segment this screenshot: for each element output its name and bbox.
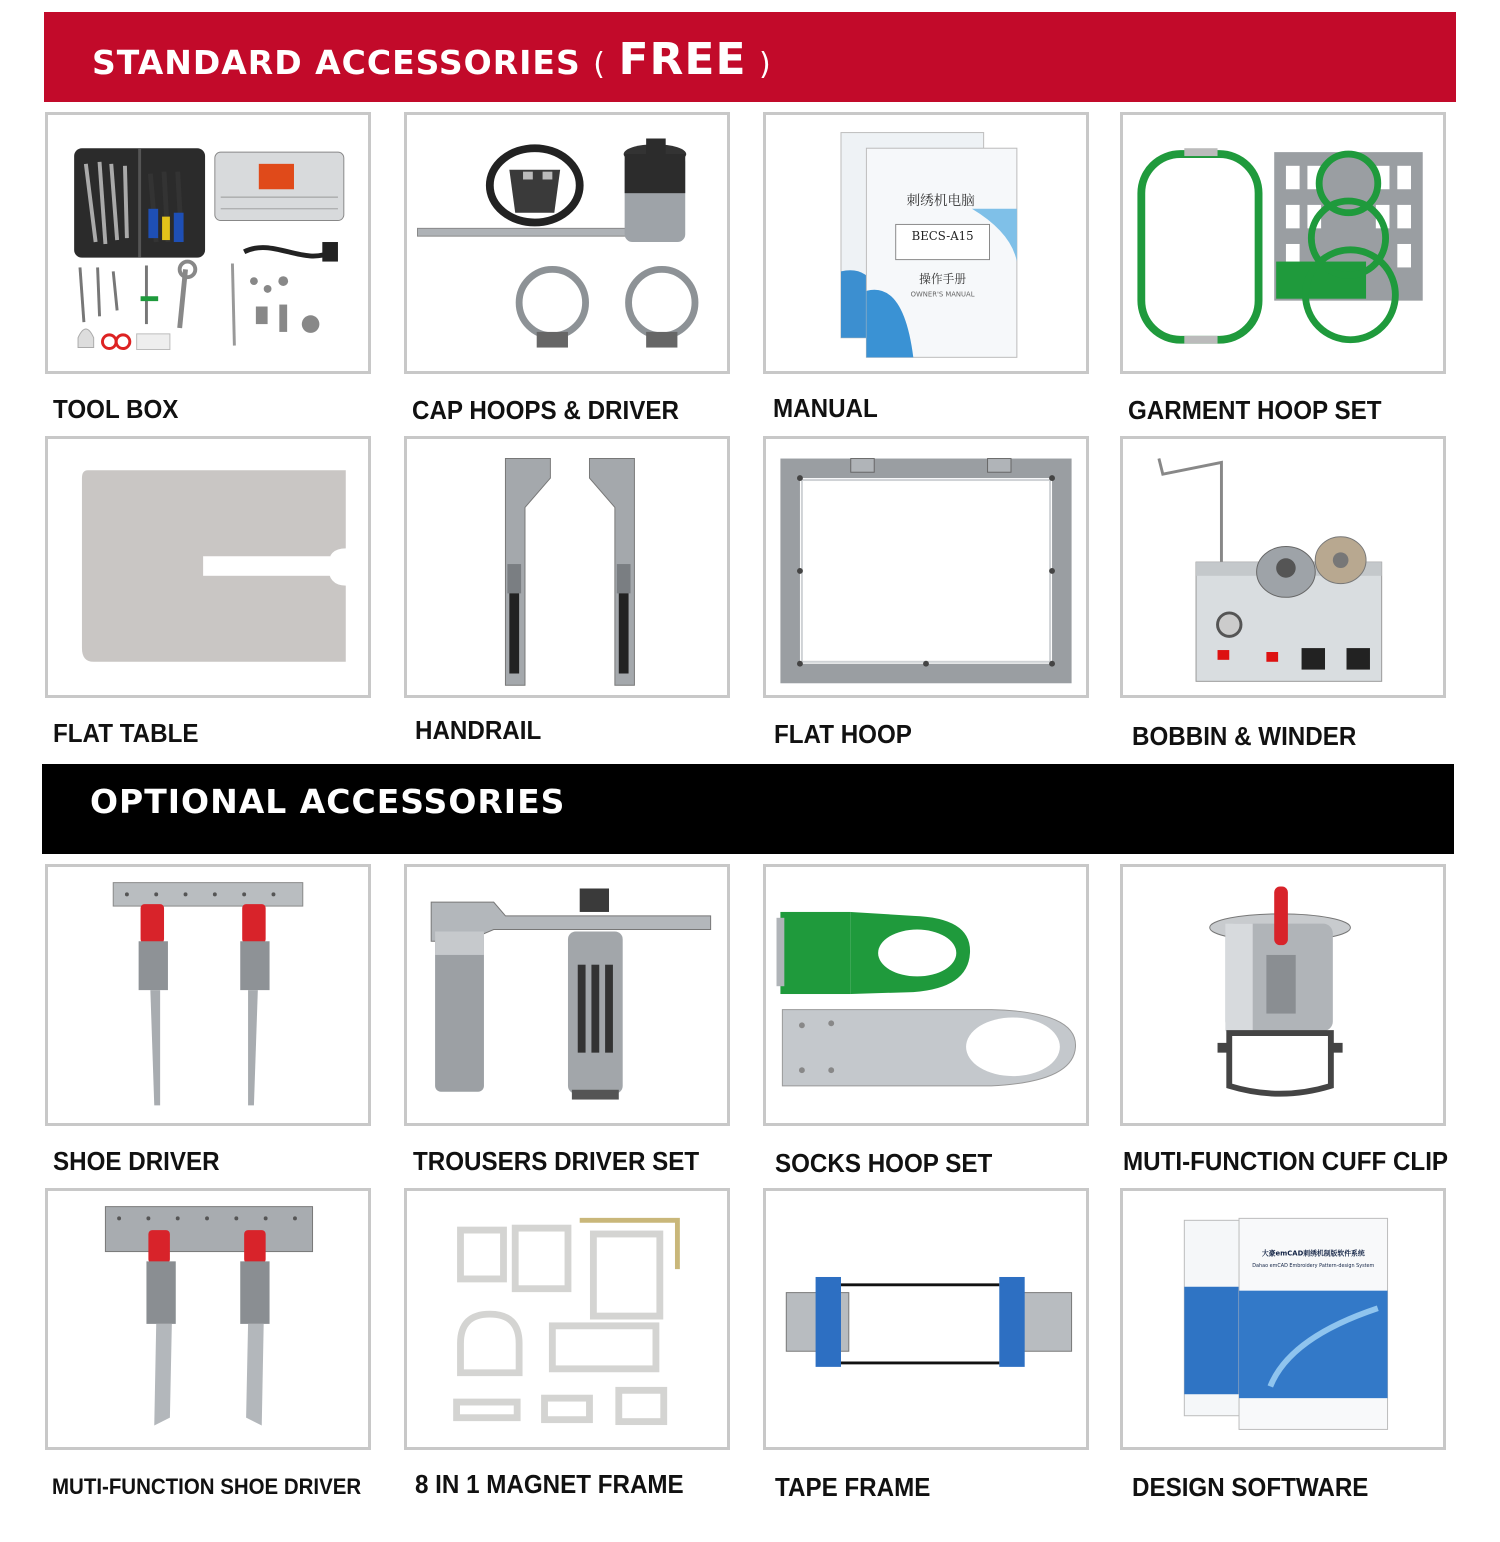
manual-book-icon [766, 115, 1086, 371]
standard-banner-title: STANDARD ACCESSORIES ( FREE ) [92, 34, 772, 85]
shoe-driver-label: SHOE DRIVER [53, 1146, 220, 1176]
design-software-label: DESIGN SOFTWARE [1132, 1472, 1369, 1502]
muti-function-shoe-driver-label: MUTI-FUNCTION SHOE DRIVER [52, 1474, 362, 1499]
magnet-frame-image [404, 1188, 730, 1450]
svg-text:BECS-A15: BECS-A15 [911, 229, 974, 244]
optional-accessories-banner [42, 764, 1454, 854]
cuff-clip-icon [1123, 867, 1443, 1123]
socks-hoop-set-image [763, 864, 1089, 1126]
optional-banner-title: OPTIONAL ACCESSORIES [90, 782, 566, 821]
design-software-image [1120, 1188, 1446, 1450]
muti-function-shoe-driver-image [45, 1188, 371, 1450]
svg-text:Dahao emCAD Embroidery Pattern: Dahao emCAD Embroidery Pattern-design System [1252, 1263, 1375, 1270]
tool-box-icon [48, 115, 368, 371]
svg-text:操作手册: 操作手册 [919, 272, 967, 287]
trousers-driver-set-image [404, 864, 730, 1126]
socks-hoop-set-label: SOCKS HOOP SET [775, 1148, 993, 1178]
shoe-driver-icon [48, 867, 368, 1123]
handrail-icon [407, 439, 727, 695]
manual-image [763, 112, 1089, 374]
free-badge: FREE [618, 34, 747, 85]
trousers-driver-icon [407, 867, 727, 1123]
garment-hoop-icon [1123, 115, 1443, 371]
cuff-clip-image [1120, 864, 1446, 1126]
cap-hoops-driver-label: CAP HOOPS & DRIVER [412, 395, 679, 425]
flat-hoop-image [763, 436, 1089, 698]
tape-frame-image [763, 1188, 1089, 1450]
bobbin-winder-icon [1123, 439, 1443, 695]
tool-box-image [45, 112, 371, 374]
cap-hoops-driver-icon [407, 115, 727, 371]
tape-frame-icon [766, 1191, 1086, 1447]
flat-table-label: FLAT TABLE [53, 718, 199, 748]
flat-table-image [45, 436, 371, 698]
bobbin-winder-label: BOBBIN & WINDER [1132, 721, 1357, 751]
muti-function-shoe-driver-icon [48, 1191, 368, 1447]
trousers-driver-set-label: TROUSERS DRIVER SET [413, 1146, 700, 1176]
tool-box-label: TOOL BOX [53, 394, 179, 424]
flat-hoop-label: FLAT HOOP [774, 719, 912, 749]
svg-text:刺绣机电脑: 刺绣机电脑 [906, 192, 975, 209]
manual-label: MANUAL [773, 393, 878, 423]
svg-text:OWNER'S MANUAL: OWNER'S MANUAL [910, 290, 975, 299]
magnet-frame-label: 8 IN 1 MAGNET FRAME [415, 1469, 684, 1499]
socks-hoop-icon [766, 867, 1086, 1123]
garment-hoop-set-label: GARMENT HOOP SET [1128, 395, 1382, 425]
garment-hoop-set-image [1120, 112, 1446, 374]
cap-hoops-driver-image [404, 112, 730, 374]
flat-hoop-icon [766, 439, 1086, 695]
tape-frame-label: TAPE FRAME [775, 1472, 931, 1502]
handrail-image [404, 436, 730, 698]
cuff-clip-label: MUTI-FUNCTION CUFF CLIP [1123, 1146, 1449, 1176]
svg-text:大豪emCAD刺绣机制版软件系统: 大豪emCAD刺绣机制版软件系统 [1261, 1249, 1365, 1258]
flat-table-icon [48, 439, 368, 695]
standard-accessories-banner [44, 12, 1456, 102]
handrail-label: HANDRAIL [415, 715, 542, 745]
design-software-manual-icon [1123, 1191, 1443, 1447]
shoe-driver-image [45, 864, 371, 1126]
bobbin-winder-image [1120, 436, 1446, 698]
magnet-frame-icon [407, 1191, 727, 1447]
